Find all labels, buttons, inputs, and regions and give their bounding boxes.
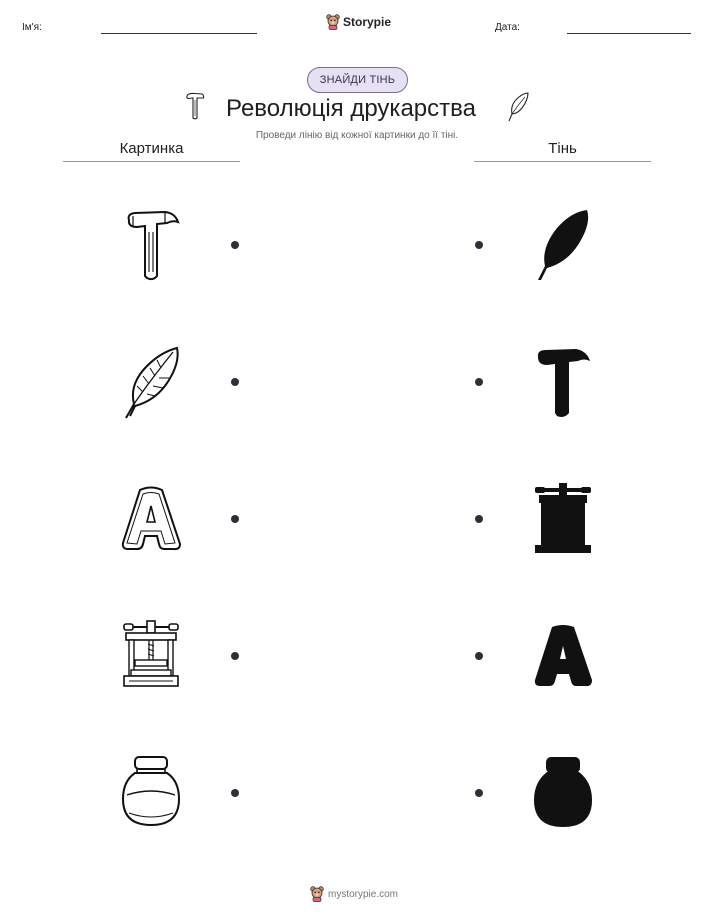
printing-press-icon xyxy=(121,620,181,690)
column-rule-right xyxy=(474,161,651,162)
column-header-shadow: Тінь xyxy=(548,140,577,157)
activity-badge: ЗНАЙДИ ТІНЬ xyxy=(307,67,408,93)
ink-bottle-icon xyxy=(121,755,181,827)
column-rule-left xyxy=(63,161,240,162)
name-label: Ім'я: xyxy=(22,22,42,33)
feather-quill-icon xyxy=(123,346,181,420)
right-connect-dot-2[interactable] xyxy=(475,378,483,386)
date-line[interactable] xyxy=(567,33,691,34)
brand-name: Storypie xyxy=(343,15,392,29)
name-line[interactable] xyxy=(101,33,257,34)
letter-a-shadow-icon xyxy=(533,624,593,688)
brand-logo xyxy=(326,14,391,30)
right-connect-dot-3[interactable] xyxy=(475,515,483,523)
instructions: Проведи лінію від кожної картинки до її тіні. xyxy=(255,130,459,141)
footer-brand xyxy=(310,886,398,902)
left-connect-dot-2[interactable] xyxy=(231,378,239,386)
left-connect-dot-4[interactable] xyxy=(231,652,239,660)
left-connect-dot-3[interactable] xyxy=(231,515,239,523)
letter-a-icon xyxy=(120,486,182,552)
title-hammer-icon xyxy=(184,92,206,120)
page-title: Революція друкарства xyxy=(226,95,476,122)
left-connect-dot-5[interactable] xyxy=(231,789,239,797)
footer-site[interactable]: mystorypie.com xyxy=(328,888,399,900)
left-connect-dot-1[interactable] xyxy=(231,241,239,249)
footer-bear-icon xyxy=(310,886,324,902)
date-label: Дата: xyxy=(495,22,520,33)
ink-bottle-shadow-icon xyxy=(533,756,593,828)
title-feather-icon xyxy=(507,92,529,122)
hammer-icon xyxy=(125,210,181,282)
right-connect-dot-5[interactable] xyxy=(475,789,483,797)
right-connect-dot-4[interactable] xyxy=(475,652,483,660)
printing-press-shadow-icon xyxy=(533,483,593,555)
feather-quill-shadow-icon xyxy=(535,208,591,282)
bear-mascot-icon xyxy=(326,14,340,30)
hammer-shadow-icon xyxy=(535,347,591,419)
right-connect-dot-1[interactable] xyxy=(475,241,483,249)
column-header-picture: Картинка xyxy=(119,140,184,157)
